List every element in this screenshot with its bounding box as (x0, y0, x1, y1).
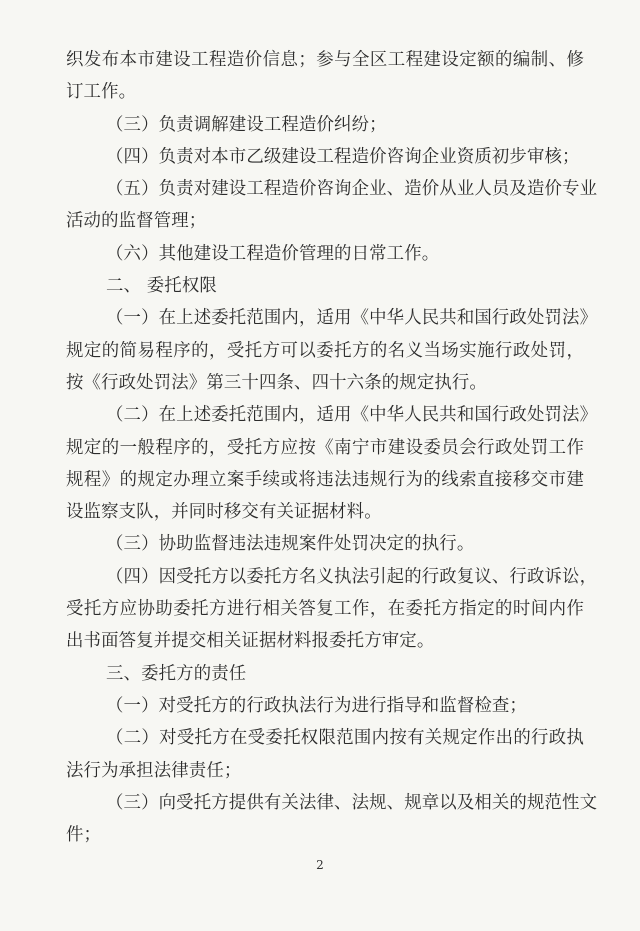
section-heading: 三、委托方的责任 (106, 663, 247, 684)
text-line: 设监察支队，并同时移交有关证据材料。 (66, 502, 382, 523)
section-heading: 二、 委托权限 (106, 276, 217, 297)
list-item: （三）向受托方提供有关法律、法规、规章以及相关的规范性文 (106, 792, 598, 813)
text-line: 法行为承担法律责任； (66, 760, 242, 781)
text-line: 订工作。 (66, 82, 137, 103)
text-line: 出书面答复并提交相关证据材料报委托方审定。 (66, 631, 435, 652)
text-line: 按《行政处罚法》第三十四条、四十六条的规定执行。 (66, 372, 487, 393)
text-line: 织发布本市建设工程造价信息；参与全区工程建设定额的编制、修 (66, 50, 584, 70)
text-line: 受托方应协助委托方进行相关答复工作，在委托方指定的时间内作 (66, 599, 584, 620)
list-item: （四）负责对本市乙级建设工程造价咨询企业资质初步审核； (106, 146, 580, 167)
document-body (66, 44, 598, 851)
list-item: （二）对受托方在受委托权限范围内按有关规定作出的行政执 (106, 728, 584, 749)
text-line: 件； (66, 825, 102, 846)
list-item: （一）在上述委托范围内，适用《中华人民共和国行政处罚法》 (106, 308, 598, 329)
list-item: （二）在上述委托范围内，适用《中华人民共和国行政处罚法》 (106, 405, 598, 426)
list-item: （一）对受托方的行政执法行为进行指导和监督检查； (106, 695, 527, 716)
text-line: 活动的监督管理； (66, 211, 207, 232)
text-line: 规程》的规定办理立案手续或将违法违规行为的线索直接移交市建 (66, 469, 584, 490)
text-line: 规定的一般程序的，受托方应按《南宁市建设委员会行政处罚工作 (66, 437, 584, 458)
list-item: （三）负责调解建设工程造价纠纷； (106, 114, 387, 135)
page-number: 2 (316, 858, 324, 872)
list-item: （三）协助监督违法违规案件处罚决定的执行。 (106, 534, 475, 555)
list-item: （六）其他建设工程造价管理的日常工作。 (106, 243, 440, 264)
list-item: （四）因受托方以委托方名义执法引起的行政复议、行政诉讼， (106, 566, 598, 587)
list-item: （五）负责对建设工程造价咨询企业、造价从业人员及造价专业 (106, 179, 598, 200)
text-line: 规定的简易程序的，受托方可以委托方的名义当场实施行政处罚， (66, 340, 584, 361)
